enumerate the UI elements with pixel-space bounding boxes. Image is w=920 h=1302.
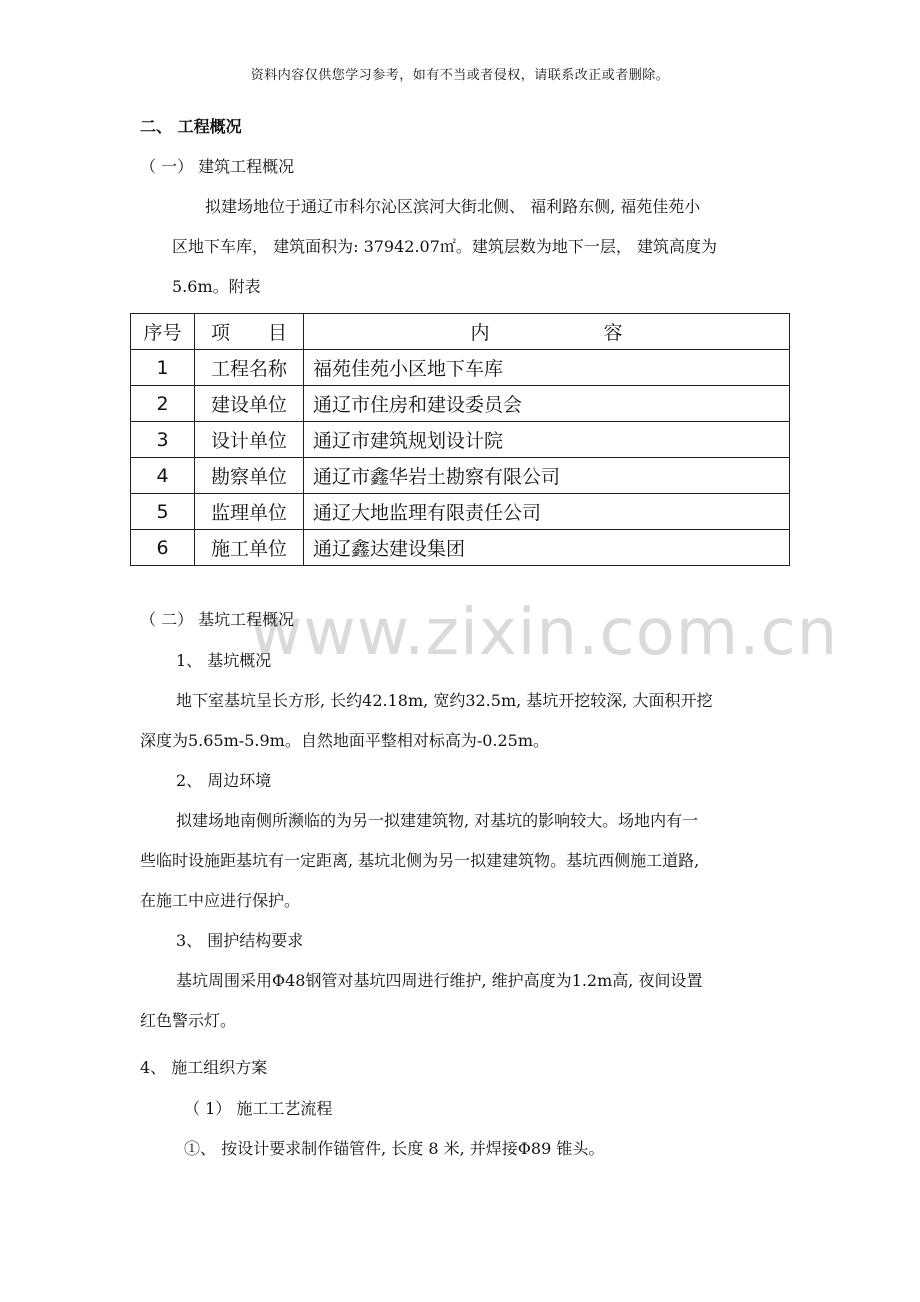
table-cell-item: 勘察单位 xyxy=(195,458,304,494)
table-header-row xyxy=(131,314,790,350)
watermark: www.zixin.com.cn xyxy=(250,596,839,670)
table-row xyxy=(131,530,790,566)
item-2-line-1: 拟建场地南侧所濒临的为另一拟建建筑物, 对基坑的影响较大。场地内有一 xyxy=(176,811,699,830)
table-row xyxy=(131,386,790,422)
item-4-title: 4、 施工组织方案 xyxy=(140,1058,268,1077)
item-2-line-2: 些临时设施距基坑有一定距离, 基坑北侧为另一拟建建筑物。基坑西侧施工道路, xyxy=(140,851,700,870)
item-1-title: 1、 基坑概况 xyxy=(176,651,272,670)
table-cell-item: 建设单位 xyxy=(195,386,304,422)
table-cell-index: 4 xyxy=(131,458,195,494)
table-header-cell: 项 目 xyxy=(195,314,304,350)
intro-line-3: 5.6m。附表 xyxy=(172,277,261,296)
table-cell-content: 通辽市住房和建设委员会 xyxy=(304,386,790,422)
header-disclaimer: 资料内容仅供您学习参考，如有不当或者侵权，请联系改正或者删除。 xyxy=(250,68,670,83)
table-cell-content: 通辽市建筑规划设计院 xyxy=(304,422,790,458)
table-cell-item: 工程名称 xyxy=(195,350,304,386)
item-3-title: 3、 围护结构要求 xyxy=(176,931,304,950)
table-cell-item: 施工单位 xyxy=(195,530,304,566)
item-1-line-1: 地下室基坑呈长方形, 长约42.18m, 宽约32.5m, 基坑开挖较深, 大面积开挖 xyxy=(176,691,713,710)
subsection-title-building: （ 一） 建筑工程概况 xyxy=(140,157,295,176)
table-header-cell: 序号 xyxy=(131,314,195,350)
table-cell-content: 通辽市鑫华岩土勘察有限公司 xyxy=(304,458,790,494)
section-title-overview: 二、 工程概况 xyxy=(140,117,242,136)
table-cell-index: 6 xyxy=(131,530,195,566)
table-cell-index: 2 xyxy=(131,386,195,422)
item-2-title: 2、 周边环境 xyxy=(176,771,272,790)
table-cell-content: 通辽鑫达建设集团 xyxy=(304,530,790,566)
table-header-cell: 内 容 xyxy=(304,314,790,350)
table-cell-item: 设计单位 xyxy=(195,422,304,458)
item-3-line-1: 基坑周围采用Φ48钢管对基坑四周进行维护, 维护高度为1.2m高, 夜间设置 xyxy=(176,971,703,990)
step-1: ①、 按设计要求制作锚管件, 长度 8 米, 并焊接Φ89 锥头。 xyxy=(184,1139,605,1158)
intro-line-2: 区地下车库， 建筑面积为: 37942.07㎡。建筑层数为地下一层， 建筑高度为 xyxy=(172,237,717,256)
table-row xyxy=(131,494,790,530)
item-1-line-2: 深度为5.65m-5.9m。自然地面平整相对标高为-0.25m。 xyxy=(140,731,550,750)
subsection-title-process: （ 1） 施工工艺流程 xyxy=(184,1099,333,1118)
project-info-table xyxy=(130,313,790,566)
table-cell-content: 福苑佳苑小区地下车库 xyxy=(304,350,790,386)
table-row xyxy=(131,422,790,458)
table-row xyxy=(131,458,790,494)
table-row xyxy=(131,350,790,386)
intro-line-1: 拟建场地位于通辽市科尔沁区滨河大街北侧、 福利路东侧, 福苑佳苑小 xyxy=(205,197,701,216)
table-cell-index: 1 xyxy=(131,350,195,386)
item-2-line-3: 在施工中应进行保护。 xyxy=(140,891,301,910)
table-cell-item: 监理单位 xyxy=(195,494,304,530)
table-cell-index: 5 xyxy=(131,494,195,530)
item-3-line-2: 红色警示灯。 xyxy=(140,1011,237,1030)
subsection-title-pit: （ 二） 基坑工程概况 xyxy=(140,610,295,629)
table-cell-index: 3 xyxy=(131,422,195,458)
table-cell-content: 通辽大地监理有限责任公司 xyxy=(304,494,790,530)
